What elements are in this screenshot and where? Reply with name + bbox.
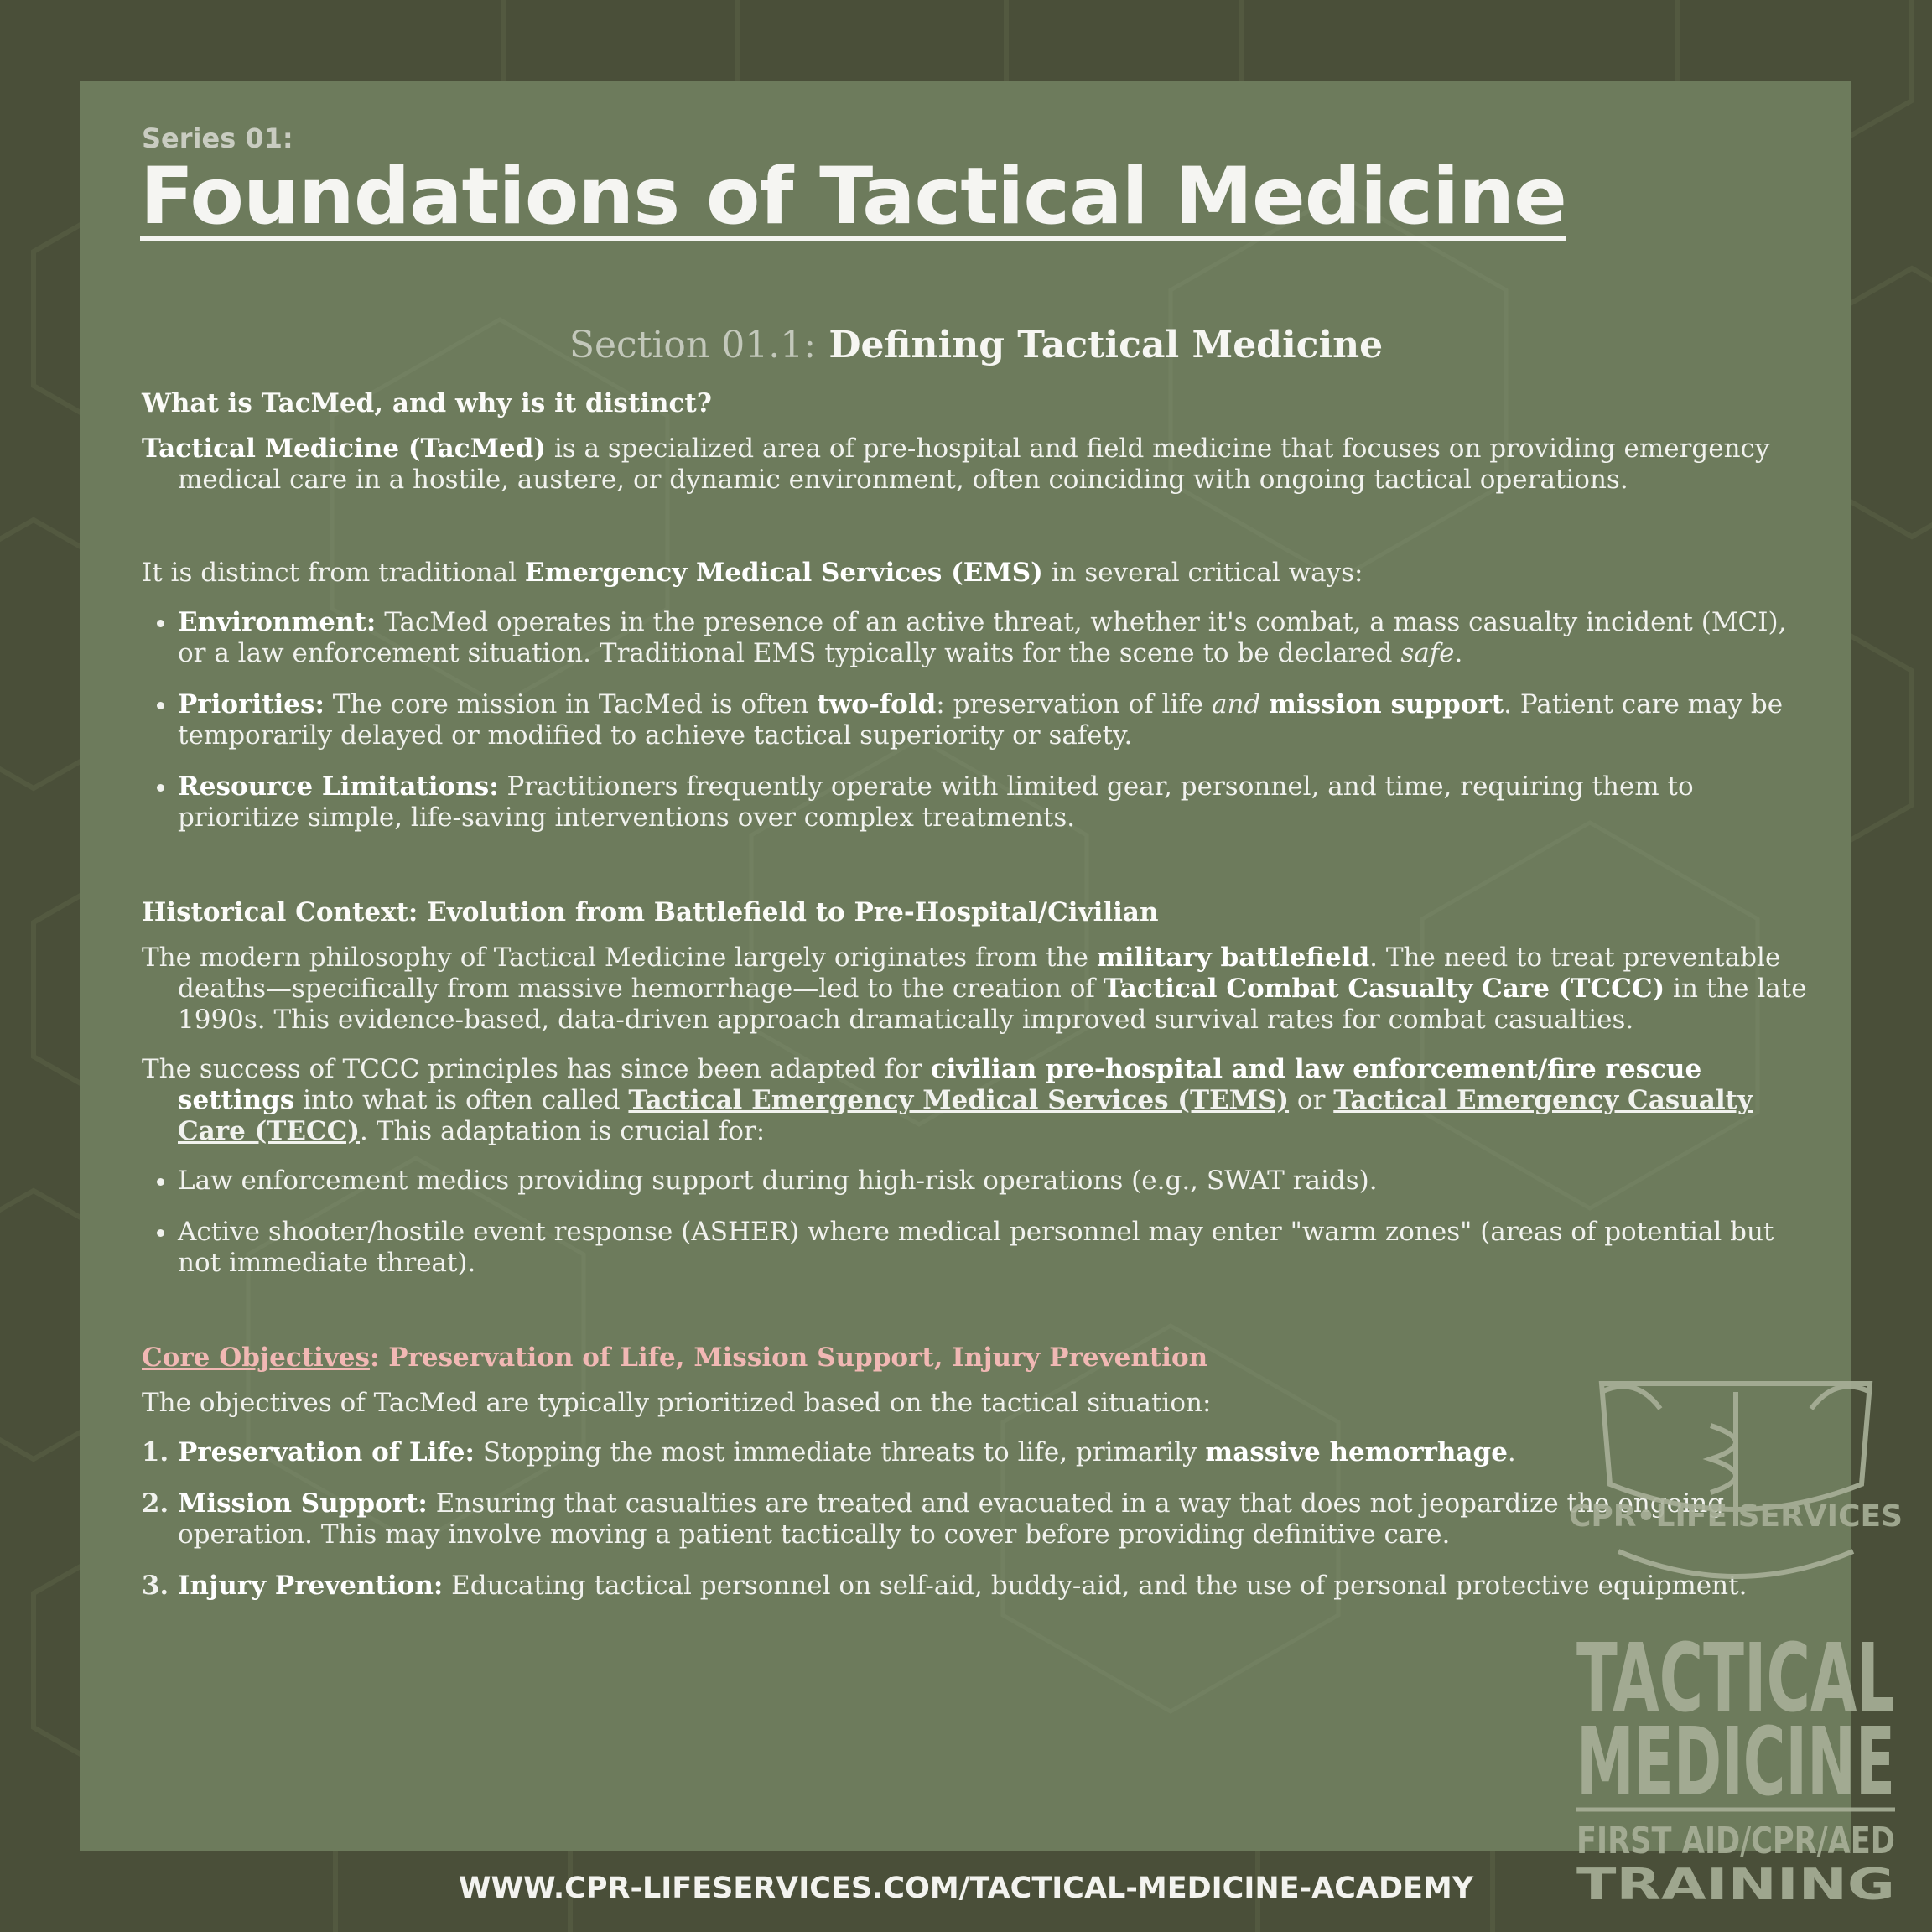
objectives-intro: The objectives of TacMed are typically prioritized based on the tactical situation: — [142, 1388, 1212, 1418]
section-title: Defining Tactical Medicine — [828, 324, 1384, 366]
logo-line-medicine: MEDICINE — [1576, 1708, 1895, 1817]
list-item: 2. Mission Support: Ensuring that casualties are treated and evacuated in a way that does not jeopardize the ongoing operation. This may involve moving a patient tactically to cover before providing definitive care. — [178, 1488, 1810, 1550]
list-item: 1. Preservation of Life: Stopping the most immediate threats to life, primarily massive hemorrhage. — [178, 1437, 1810, 1468]
what-is-heading: What is TacMed, and why is it distinct? — [142, 388, 712, 418]
list-item: • Priorities: The core mission in TacMed is often two-fold: preservation of life and mission support. Patient care may be temporarily delayed or modified to achieve tactical superiority or safety. — [178, 689, 1810, 751]
history-paragraph-1: The modern philosophy of Tactical Medicine largely originates from the military battlefield. The need to treat preventable deaths—specifically from massive hemorrhage—led to the creation of Tactical Combat Casualty Care (TCCC) in the late 1990s. This evidence-based, data-driven approach dramatically improved survival rates for combat casualties. — [142, 943, 1807, 1035]
history-heading: Historical Context: Evolution from Battlefield to Pre-Hospital/Civilian — [142, 897, 1159, 927]
objectives-list — [142, 1437, 1810, 1602]
list-item: 3. Injury Prevention: Educating tactical personnel on self-aid, buddy-aid, and the use of personal protective equipment. — [178, 1571, 1810, 1602]
objectives-heading: Core Objectives: Preservation of Life, Mission Support, Injury Prevention — [142, 1343, 1208, 1373]
tems-term: Tactical Emergency Medical Services (TEMS) — [628, 1085, 1290, 1115]
section-number: Section 01.1: — [569, 324, 817, 366]
logo-line-first-aid: FIRST AID/CPR/AED — [1576, 1820, 1895, 1862]
list-item: • Law enforcement medics providing support during high-risk operations (e.g., SWAT raids). — [178, 1166, 1810, 1197]
list-item: • Active shooter/hostile event response (ASHER) where medical personnel may enter "warm zones" (areas of potential but not immediate threat). — [178, 1217, 1810, 1279]
series-label: Series 01: — [142, 122, 293, 154]
main-content — [142, 324, 1810, 1622]
section-heading — [142, 324, 1810, 366]
page-title: Foundations of Tactical Medicine — [140, 151, 1566, 242]
footer-url: WWW.CPR-LIFESERVICES.COM/TACTICAL-MEDICINE-ACADEMY — [458, 1872, 1474, 1905]
ems-distinction: It is distinct from traditional Emergency Medical Services (EMS) in several critical ways: — [142, 558, 1363, 588]
logo-line-training: TRAINING — [1576, 1860, 1895, 1910]
list-item: • Environment: TacMed operates in the presence of an active threat, whether it's combat, a mass casualty incident (MCI), or a law enforcement situation. Traditional EMS typically waits for the scene to be declared safe. — [178, 607, 1810, 669]
logo-line-tactical: TACTICAL — [1576, 1624, 1895, 1733]
tecc-term: Tactical Emergency Casualty Care (TECC) — [178, 1085, 1753, 1146]
adaptation-list — [142, 1166, 1810, 1279]
distinction-list — [142, 607, 1810, 834]
logo-badge-text: CPR•LIFE SERVICES — [1568, 1499, 1903, 1534]
history-paragraph-2: The success of TCCC principles has since been adapted for civilian pre-hospital and law enforcement/fire rescue settings into what is often called Tactical Emergency Medical Services (TEMS) or Tactical Emergency Casualty Care (TECC). This adaptation is crucial for: — [142, 1054, 1753, 1146]
list-item: • Resource Limitations: Practitioners frequently operate with limited gear, personnel, and time, requiring them to prioritize simple, life-saving interventions over complex treatments. — [178, 771, 1810, 834]
tactical-medicine-logo — [1568, 1358, 1903, 1929]
tacmed-definition: Tactical Medicine (TacMed) is a specialized area of pre-hospital and field medicine that focuses on providing emergency medical care in a hostile, austere, or dynamic environment, often coinciding with ongoing tactical operations. — [142, 434, 1770, 495]
